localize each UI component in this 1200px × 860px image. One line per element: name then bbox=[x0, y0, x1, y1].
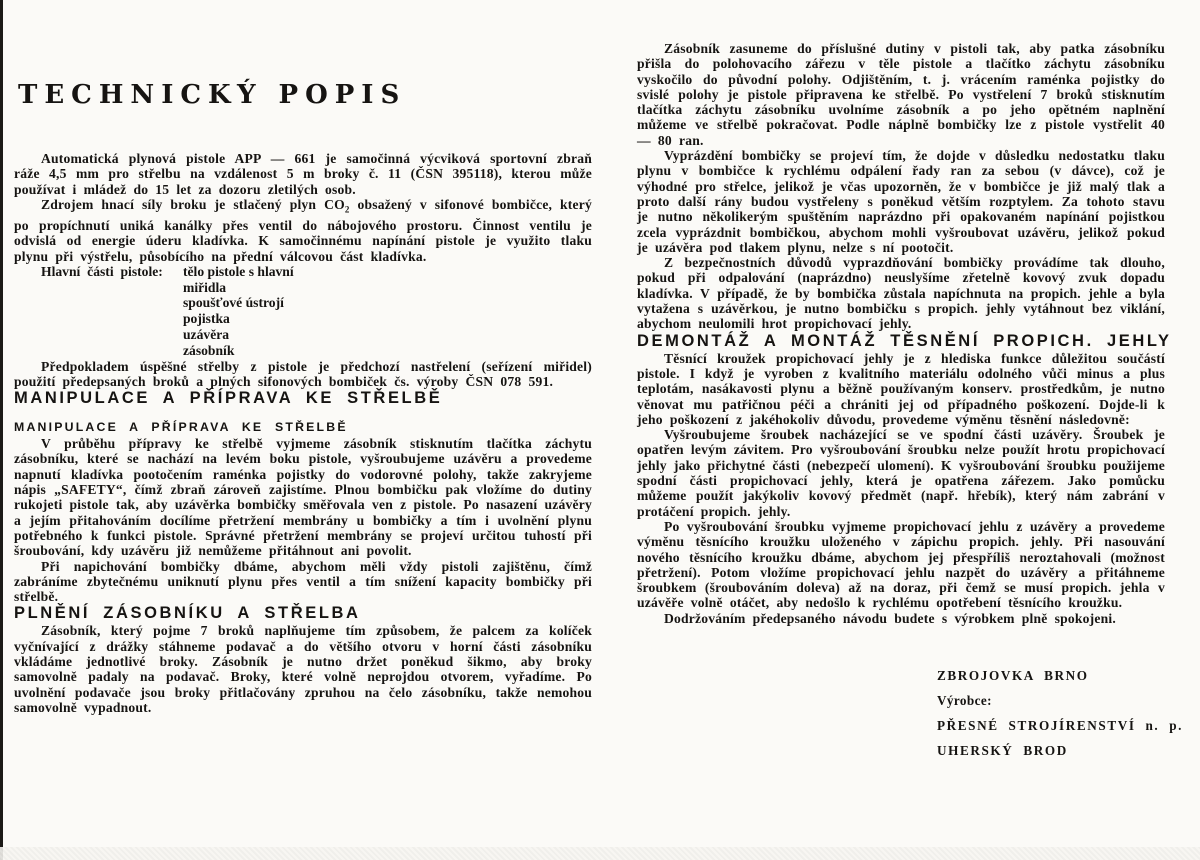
company-name: ZBROJOVKA BRNO bbox=[937, 667, 1089, 683]
right-column bbox=[637, 0, 1184, 768]
intro-paragraph-2 bbox=[14, 197, 592, 264]
intro-paragraph-2-text: Zdrojem hnací síly broku je stlačený plyn CO bbox=[41, 196, 345, 212]
section-subheading-manipulace: MANIPULACE A PŘÍPRAVA KE STŘELBĚ bbox=[14, 420, 348, 435]
manipulace-paragraph-2: Při napichování bombičky dbáme, abychom měli vždy pistoli zajištěnu, čímž zabráníme zbytečnému uniknutí plynu přes ventil a tím snížení kapacity bombičky při střelbě. bbox=[14, 558, 592, 605]
right-paragraph-2: Vyprázdění bombičky se projeví tím, že dojde v důsledku nedostatku tlaku plynu v bombičce k rychlému odpálení řady ran za sebou (v dávce), což je výhodné pro střelce, jelikož je včas upozorněn, že v bombičce je již malý tlak a proto další rány budou vystřeleny s poněkud větším rozptylem. Za tohoto stavu je nutno několikerým spuštěním naprázdno při opakovaném napínání pojistkou zcela vyprázdnit bombičkou, abychom mohli vyšroubovat uzávěru, jelikož pokud je uzávěra pod tlakem plynu, nelze s ní pootočit. bbox=[637, 148, 1165, 255]
main-parts-label: Hlavní části pistole: bbox=[41, 263, 163, 279]
right-paragraph-3: Z bezpečnostních důvodů vyprazdňování bombičky provádíme tak dlouho, pokud při odpalování (naprázdno) neuslyšíme zřetelně kovový zvuk dopadu kladívka. V případě, že by bombička zůstala napíchnuta na propich. jehle a byla vytažena s uzávěrkou, je nutno bombičku s propich. jehly vytáhnout bez viklání, abychom neulomili hrot propichovací jehly. bbox=[637, 255, 1165, 332]
scan-edge-artifact bbox=[0, 847, 1200, 860]
co2-subscript: 2 bbox=[344, 204, 350, 215]
list-item: tělo pistole s hlavní bbox=[183, 263, 294, 279]
intro-paragraph-2-rest: obsažený v sifonové bombičce, který po propíchnutí uniká kanálky přes ventil do nábojového prostoru. Činnost ventilu je odvislá od energie úderu kladívka. K samočinnému napínání pistole je využito tlaku plynu při výstřelu, působícího na přední válcovou část kladívka. bbox=[14, 196, 593, 264]
list-item: pojistka bbox=[183, 311, 230, 327]
main-parts-block bbox=[14, 264, 592, 359]
demontaz-paragraph-3: Po vyšroubování šroubku vyjmeme propichovací jehlu z uzávěry a provedeme výměnu těsnícího kroužku uloženého v zápichu propich. jehly. Při nasouvání nového těsnícího kroužku dbáme, abychom jej přespříliš neroztahovali (možnost přetržení). Potom vložíme propichovací jehlu nazpět do uzávěry a přitáhneme šroubkem (šroubováním doleva) až na doraz, při čemž se musí propich. jehla v uzávěře volně otáčet, aby nedošlo k rychlému opotřebení těsnícího kroužku. bbox=[637, 518, 1165, 611]
intro-paragraph-3: Předpokladem úspěšné střelby z pistole je předchozí nastřelení (seřízení miřidel) použití předepsaných broků a plných sifonových bombiček čs. výroby ČSN 078 591. bbox=[14, 358, 592, 389]
list-item: zásobník bbox=[183, 342, 235, 358]
right-paragraph-1: Zásobník zasuneme do příslušné dutiny v pistoli tak, aby patka zásobníku přišla do polohovacího zářezu v těle pistole a tlačítko záchytu zásobníku vyskočilo do původní polohy. Odjištěním, t. j. vrácením raménka pojistky do svislé polohy je pistole připravena ke střelbě. Po vystřelení 7 broků stisknutím tlačítka záchytu zásobníku uvolníme zásobník a po jeho opětném naplnění můžeme ve střelbě pokračovat. Podle náplně bombičky lze z pistole vystřelit 40 — 80 ran. bbox=[637, 41, 1165, 148]
section-heading-demontaz: DEMONTÁŽ A MONTÁŽ TĚSNĚNÍ PROPICH. JEHLY bbox=[637, 331, 1172, 350]
demontaz-paragraph-2: Vyšroubujeme šroubek nacházející se ve spodní části uzávěry. Šroubek je opatřen levým závitem. Pro vyšroubování šroubku nelze použít hrotu propichovací jehly jako přichytné části (nebezpečí ulomení). K vyšroubování šroubku použijeme spodní části propichovací jehly, která je opatřena zářezem. Jako pomůcku můžeme použít jakýkoliv kovový předmět (např. hřebík), který nám zabrání v protáčení propich. jehly. bbox=[637, 427, 1165, 519]
section-heading-plneni: PLNĚNÍ ZÁSOBNÍKU A STŘELBA bbox=[14, 604, 361, 623]
list-item: miřidla bbox=[183, 279, 227, 295]
manufacturer-name: PŘESNÉ STROJÍRENSTVÍ n. p. bbox=[937, 717, 1184, 733]
manufacturer-city: UHERSKÝ BROD bbox=[937, 742, 1068, 758]
plneni-paragraph-1: Zásobník, který pojme 7 broků naplňujeme tím způsobem, že palcem za kolíček vyčnívající z drážky stáhneme podavač a do většího otvoru v horní části zásobníku vkládáme jednotlivé broky. Zásobník je nutno držet poněkud šikmo, aby broky samovolně padaly na podavač. Broky, které volně neprojdou otvorem, vyřadíme. Po uvolnění podavače jsou broky přitlačovány zpruhou na čelo zásobníku, takže nemohou samovolně vypadnout. bbox=[14, 623, 592, 715]
manufacturer-block bbox=[937, 667, 1184, 759]
page-left-edge-line bbox=[0, 0, 3, 860]
closing-paragraph: Dodržováním předepsaného návodu budete s výrobkem plně spokojeni. bbox=[664, 610, 1116, 626]
list-item: spoušťové ústrojí bbox=[183, 295, 284, 311]
intro-paragraph-1: Automatická plynová pistole APP — 661 je samočinná výcviková sportovní zbraň ráže 4,5 mm pro střelbu na vzdálenost 5 m broky č. 11 (ČSN 395118), kterou může používat i mládež do 15 let za dozoru zletilých osob. bbox=[14, 151, 592, 197]
manufacturer-label: Výrobce: bbox=[937, 692, 992, 708]
main-parts-list bbox=[183, 264, 592, 359]
manipulace-paragraph-1: V průběhu přípravy ke střelbě vyjmeme zásobník stisknutím tlačítka záchytu zásobníku, které se nachází na levém boku pistole, vyšroubujeme uzávěru a provedeme napnutí kladívka pootočením raménka pojistky do vodorovné polohy, takže zakryjeme nápis „SAFETY“, čímž zbraň zároveň zajistíme. Plnou bombičku pak vložíme do dutiny rukojeti pistole tak, aby uzávěrka bombičky směřovala ven z pistole. Po nasazení uzávěry a jejím přitahováním docílíme přetržení membrány u bombičky a tím i uvolnění plynu potřebného k funkci pistole. Správné přetržení membrány se projeví určitou tuhostí při šroubování, kdy uzávěru již nemůžeme přitáhnout ani povolit. bbox=[14, 436, 592, 559]
list-item: uzávěra bbox=[183, 326, 230, 342]
demontaz-paragraph-1: Těsnící kroužek propichovací jehly je z hlediska funkce důležitou součástí pistole. I když je vyroben z kvalitního materiálu odolného vůči minus a plus teplotám, nasákavosti plynu a běžně používaným konserv. prostředkům, je nutno věnovat mu patřičnou péči a chrániti jej od případného poškození. Dojde-li k jeho poškození z jakéhokoliv důvodu, provedeme výměnu těsnění následovně: bbox=[637, 350, 1165, 427]
page-title: TECHNICKÝ POPIS bbox=[18, 80, 407, 110]
left-column bbox=[14, 0, 592, 715]
section-heading-manipulace: MANIPULACE A PŘÍPRAVA KE STŘELBĚ bbox=[14, 389, 443, 408]
